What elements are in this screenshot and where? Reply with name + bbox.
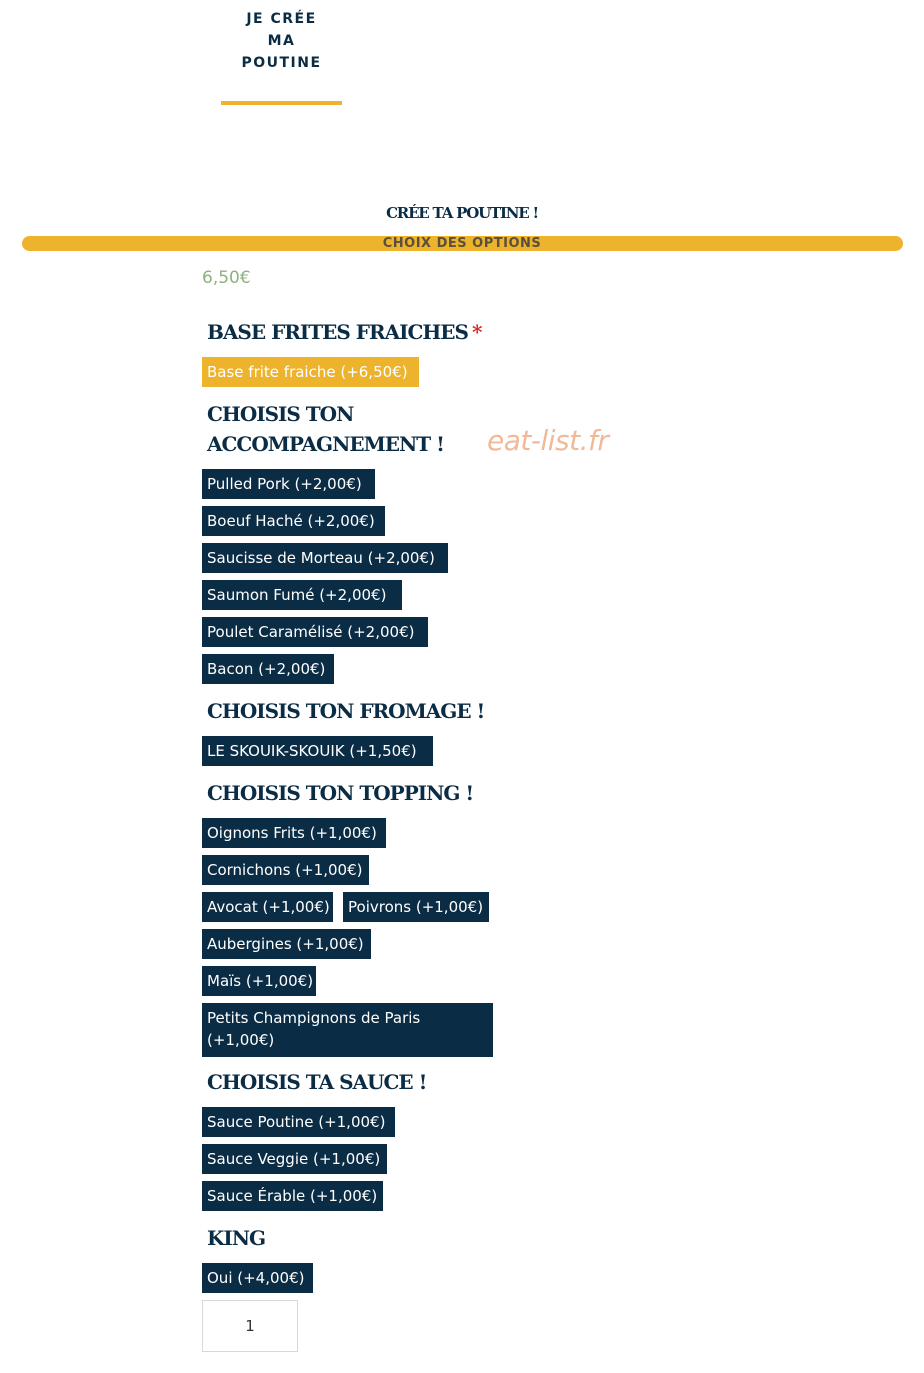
option-pulled-pork[interactable]: Pulled Pork (+2,00€) [202,469,375,499]
option-sauce-veggie[interactable]: Sauce Veggie (+1,00€) [202,1144,387,1174]
option-petits-champignons-de-paris[interactable]: Petits Champignons de Paris (+1,00€) [202,1003,493,1057]
section-title-base [207,317,481,347]
nav-tab-label-line: JE CRÉE [246,11,317,27]
page-title: CRÉE TA POUTINE ! [386,204,538,222]
option-sauce-poutine[interactable]: Sauce Poutine (+1,00€) [202,1107,395,1137]
option-boeuf-hache[interactable]: Boeuf Haché (+2,00€) [202,506,385,536]
section-title-line: CHOISIS TON [207,402,354,426]
nav-tab-label-line: MA [267,33,296,49]
option-poulet-caramelise[interactable]: Poulet Caramélisé (+2,00€) [202,617,428,647]
required-asterisk: * [471,320,482,344]
option-oignons-frits[interactable]: Oignons Frits (+1,00€) [202,818,386,848]
quantity-input[interactable] [202,1300,298,1352]
section-title-line: ACCOMPAGNEMENT ! [207,432,444,456]
progress-label: CHOIX DES OPTIONS [382,236,542,251]
section-title-accompagnement [207,399,444,459]
option-oui[interactable]: Oui (+4,00€) [202,1263,313,1293]
nav-tab-label-line: POUTINE [241,55,322,71]
product-price: 6,50€ [202,268,251,288]
section-title-king: KING [207,1226,266,1250]
nav-tab-je-cree-ma-poutine[interactable] [221,8,342,74]
section-title-text: BASE FRITES FRAICHES [207,320,468,344]
option-le-skouik-skouik[interactable]: LE SKOUIK-SKOUIK (+1,50€) [202,736,433,766]
option-mais[interactable]: Maïs (+1,00€) [202,966,316,996]
option-aubergines[interactable]: Aubergines (+1,00€) [202,929,371,959]
section-title-sauce: CHOISIS TA SAUCE ! [207,1070,427,1094]
option-sauce-erable[interactable]: Sauce Érable (+1,00€) [202,1181,383,1211]
nav-tab-active-underline [221,101,342,105]
option-base-frite-fraiche[interactable]: Base frite fraiche (+6,50€) [202,357,419,387]
section-title-fromage: CHOISIS TON FROMAGE ! [207,699,485,723]
watermark: eat-list.fr [487,424,609,457]
option-poivrons[interactable]: Poivrons (+1,00€) [343,892,489,922]
section-title-topping: CHOISIS TON TOPPING ! [207,781,474,805]
option-bacon[interactable]: Bacon (+2,00€) [202,654,334,684]
option-saucisse-de-morteau[interactable]: Saucisse de Morteau (+2,00€) [202,543,448,573]
option-cornichons[interactable]: Cornichons (+1,00€) [202,855,369,885]
option-avocat[interactable]: Avocat (+1,00€) [202,892,333,922]
option-saumon-fume[interactable]: Saumon Fumé (+2,00€) [202,580,402,610]
